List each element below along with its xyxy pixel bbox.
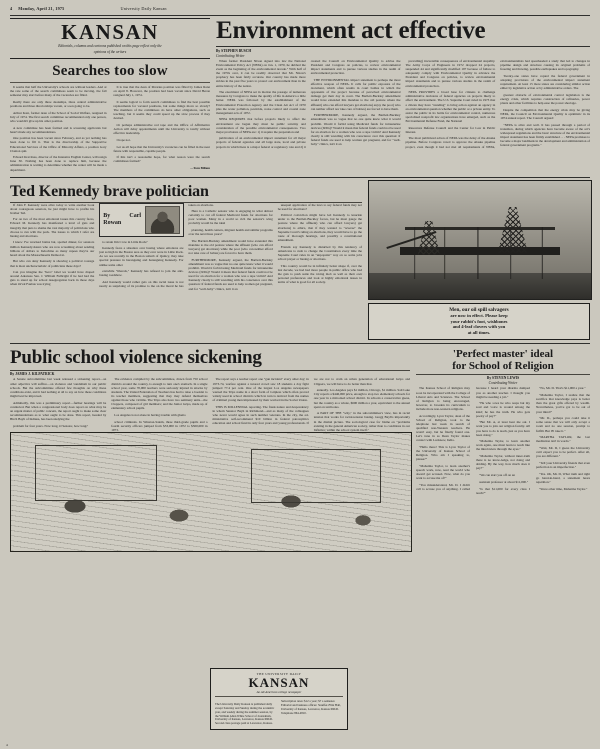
kennedy-headline: Ted Kennedy brave politician: [10, 182, 209, 200]
paragraph: Despite the competition that the energy crisis may be giving NEPA, the Council on Environmental Quality is optimistic in its 1974 annual report. The Council argued:: [500, 107, 590, 120]
paragraph: erstwhile "liberals," Kennedy has refused to join the anti-busing roadshow.: [99, 269, 184, 278]
paragraph: Edward Kravitsas, director of the Intensive English Center, will resign June 30. Nothing has been done to replace him, because the administration is waiting to determine whether the center will be made a department.: [10, 155, 107, 172]
paragraph: The Bartlett-Buckley amendment would have extended this mandate to the old posture where the affluent (who can afford lawyers) get abortions) while the poor (who can neither afford nor take care of babies) are forced to have them.: [188, 238, 273, 256]
paragraph: Admittedly, this was a preliminary report—further hearings will be conducted. But when a congressional body does report on what may be an urgent matter of public concern, the report ought to make some clear recommendations as to what ought to be done. This report, headed by Birch Bayh of Indiana, has been studying the: [10, 400, 107, 421]
paragraph: Can you imagine the "hero" label we would have draped around Arkansas Sen. J. William Fulbright if he had had the guts to stand up for school desegregation back in those days when Orval Faubus was trying: [10, 270, 95, 287]
oil-spill-caption: [368, 303, 590, 341]
paragraph: It seems that half the University's schools are without leaders. And at the rate some of the search committees seem to be moving, the fall semester may start before many of the vacancies are filled.: [10, 85, 107, 98]
paragraph: Los Angeles is not alone in having trouble with ghetto: [114, 412, 186, 417]
paragraph: This country would be in infinitely better shape if, over the last decade, we had had more people in public office who had the guts to push aside the raving mob as well as their own personal preferences and look at highly emotional issues in terms of what is good for all society.: [277, 263, 362, 284]
paragraph: "He who sows he who reaps but my soul and voice is wound among the kind; he has the truth. He who gets poetry of pay?": [476, 401, 530, 418]
paragraph: "You misunderstand, Mr. D. I didn't call to accuse you of anything. I called because I heard your dharma dumped you as another teacher. I thought you might be needing a job.": [416, 386, 530, 491]
paragraph: THIS IS MILLENNIAL reporting. The frank nature and despondency in whom Senator Bayh in Richmond—and as many of the colleagues who never would agree in such number veterans. In the city, the ad-ministrative self-recommend $10 billion in federal patronymics education and school fund in only four years and young professionals. If we are not to cram an urban generation of educational Grips and Clippers, we will have to do better than that.: [212, 377, 410, 425]
violence-article: [10, 346, 410, 551]
masthead-subtitle: An All-American college newspaper: [256, 690, 302, 695]
oil-rig-cartoon-block: [368, 180, 590, 341]
paragraph: The most publicized action of NEPA was the delay of the Alaska pipeline. Before Congress voted to approve the Alaska pipeline project, even though it had not met all requirements of NEPA, environmentalists had spearheaded a study that led to changes in pipeline design and structure causing its original problems of freezing and thawing, possible earthquakes and topography.: [405, 59, 590, 149]
footer-page-number: 4: [6, 743, 8, 747]
header-rule: [10, 15, 590, 16]
paragraph: assistant professor at about $11,000.": [479, 479, 529, 484]
paragraph: For on two of the most emotional issues this country faces, Edward M. Kennedy has manifested a level of guts and integrity that puts to shame the vast majority of politicians who choose to run with the pack. The issues to which I refer are busing and abortions.: [10, 217, 95, 238]
religion-body: [416, 386, 590, 494]
environment-article: [216, 18, 590, 174]
paragraph: Political conviction might have led Kennedy to knuckle under to the Bartlett-Buckley forces, but he must gauge the posture where the affluent) who can afford lawyers) get abortions) is ethics, that if they wanted to "reverse" the Supreme Court's ruling on abortions, they would have to go the route of thorough hearings, and possibly a constitutional amendment.: [277, 213, 362, 242]
paragraph: If this isn't a reasonable hope, for what reason were the search committees formed?: [113, 155, 210, 164]
paragraph: The evidence compiled by the subcommittee, drawn from 750 school districts around the country, is enough to turn one's stomach. In a single school year, some 70,000 teachers were seriously injured in attacks by students. The United Federation of Teachers has had to raise a booklet to its teacher members, suggesting that they may defend themselves against those who victims. The Trips also have two seminary units—the Cloppers, composed of girl members; and the Junior Grips, made up of elementary school pupils.: [111, 377, 208, 411]
violence-byline: By JAMES J. KILPATRICK: [10, 372, 55, 377]
cartoon-panel-left: [35, 445, 157, 501]
caption-line-4: and 4-leaf clovers with you: [452, 324, 506, 330]
columnist-name: By Carl Rowan: [103, 212, 142, 226]
paragraph: FURTHERMORE, Kennedy argued, the Bartlett-Buckley amendment was so vague that no one quite knew what it would prohibit. Would it forbid using Medicaid funds for intrauterine devices (IUDs)? Would it mean that federal funds could not be used for an abortion for a woman who was a rape victim? And Kennedy clearly is still wrestling with his conscience over this question: if federal funds are used to help women get pregnant, and for "well-baby" clinics, isn't it an: [188, 257, 273, 291]
caption-line-2: are now in effect. Please keep: [450, 313, 508, 319]
kennedy-article: [10, 180, 362, 341]
top-band: [10, 18, 590, 174]
paragraph: NEPA REQUIRES that before projects likely to affect the environment are begun they must be public scrutiny and consideration of the possible environmental consequences. Two major provisions of NEPA are: 1) it require the preparation and: [216, 117, 306, 134]
paragraph: school criminals. In Winston-Salem, three third-grade pupils and a fourth security officers jumped from $53,000 in 1972 to $300,000 in 1973.: [111, 419, 208, 432]
colophon-right: Subscription rates: $12 a year; $7 a semester. Editorial and business offices: Stauffer-Flint Hall, University of Kansas, Lawrence, Kansas 66045. Telephone 864-4810.: [281, 699, 341, 715]
masthead-top-line: THE UNIVERSITY DAILY: [256, 672, 302, 677]
paragraph: "No, Mr. D. That's $11,000 a year.": [539, 386, 586, 391]
environment-byline: By STEPHEN BUSCH: [216, 49, 252, 53]
paragraph: The report says a teacher report one "gun incident" every other day; in 1973-74, warfare against a tutored crowd saw 18 students a day fight jumped 77.4 per cent. One of the largest Los Angeles newspapers warned the Trips name in a short form of Gripless which often proved widely used in school districts which in turn is derived from the names of criminal young men imprisoned by their warlord in the Soviet Union.: [212, 377, 309, 402]
paragraph: Or perhaps administrative red tape and the Office of Affirmative Action will delay appointments until the University is totally without effective leadership.: [113, 122, 210, 136]
middle-band: [10, 180, 590, 341]
paragraph: "Tell your University friends that even perfection is an imperfection.": [536, 460, 590, 469]
paragraph: If John F. Kennedy were alive today to write another book about courageous senators, he just might have to profile his brother Ted.: [10, 202, 95, 215]
religion-headline-line-1: 'Perfect master' ideal: [452, 348, 554, 361]
paragraph: problem for four years. Now long, O Senator, how long?: [13, 423, 88, 428]
paragraph: NEPA PROVIDES a broad base for citizens to challenge administrative decisions of federal agencies on projects likely to affect the environment. The U.S. Supreme Court ruled in 1973 that a citizen may have "standing" to bring action against an agency in an environmental question whether the public or a private entity. To assist the public in its battle for environmental control, numerous specialized nonprofit law organizations have emerged, such as the Environmental Defense Fund, the National: [405, 90, 496, 123]
paragraph: Friends say Kennedy is disturbed by this tendency of Americans to rush to change the Constitution every time the Supreme Court rules in an "unpopular" way on so some jobs school prayer or busing or abortions.: [277, 244, 362, 261]
paragraph: unequal application of the laws to say federal funds may not be used for abortions?: [277, 202, 362, 211]
kansan-flag: [10, 18, 210, 59]
paragraph: to retain Jim Crow in Little Rock?: [102, 239, 148, 244]
paragraph: I know I've wracked brains but, spoiled dinner, for senators million Kennedy-haters who are now screaming about sending billions of dollars to Indochina as many rupees they're our heard about the Massachusetts Democrat.: [10, 240, 95, 257]
kansan-flag-word: KANSAN: [61, 20, 159, 44]
paragraph: THE ENVIRONMENTAL impact statement is perhaps the most effective weapon of NEPA. It calls for public exposure of the document, which often results in court battles in which the opponents of the project because of perceived environmental damage get their day in court. The Bartlett-Buckley amendment would have extended this mandate to the old posture where the affluent) who can afford lawyers get abortions) enjoy the poor) who can neither afford nor take care of babies) are forced to have them.: [310, 77, 401, 111]
paragraph: Here is a Catholic senator who is engaging in what almost certainly to cut off federal Medicaid funds for abortions for poor women. Many in a world so rich the senator's wing probably would be the ideal: [188, 209, 273, 226]
paragraph: "Mahatma Taylor, I realize that the sacrifice that knowledge pays is better than the great gifts offered by wealth. Nevertheless, you've got to be out of your mind!": [536, 393, 590, 414]
divider: [215, 696, 343, 697]
divider: [416, 374, 590, 375]
header-date: Monday, April 21, 1975: [18, 6, 65, 11]
paragraph: Accordingly, Lyon Taylor, dean of the School of Religion, took to the telephone last week in search of qualified non-Western teachers. He wasn't easy, but he finally found one. Let's tune in as Dean Taylor makes contact with Lucknow, India.: [416, 413, 470, 443]
oil-rig-illustration: [368, 180, 592, 300]
paragraph: annually. Los Angeles pays $1 million, Chicago, $1 million. Salt Lake City reports a $446,000 price, enough to stop two elementary schools for one year in a mid-sized school district. In schools a conservative guess, but the country as a whole, $600 million a year, equivalent to the annual spent on textbooks.: [313, 388, 410, 409]
paragraph: "Is that $11,000 for every class I teach?": [476, 486, 530, 495]
columnist-card: [99, 203, 183, 237]
paragraph: "Mahatma Taylor, to learn another's speech work, now, read the world who doesn't get accused. Now, what do you want to accuse me of?": [416, 463, 470, 481]
paragraph: "But Mr. A, at least hear me out. I want you to join our religion faculty. All you have to do is teach, just as you have been doing.": [476, 420, 530, 437]
religion-article: [416, 346, 590, 551]
paragraph: "Yes. Oh, Mr. D, What truth and right go hand-in-hand, a statement hears repetition.": [536, 471, 590, 484]
paragraph: "Wait, Mr. D, I guess the University can't expect you to be perfect. After all, you are different.": [536, 445, 590, 459]
environment-body: [216, 59, 590, 149]
paragraph: FURTHERMORE, Kennedy argued, the Bartlett-Buckley amendment was so vague that no one quite knew what it would prohibit. Would it forbid using Medicaid funds for intrauterine devices (IUDs)? Would it mean that federal funds could not be used for an abortion for a woman who was a rape victim? And Kennedy clearly is still wrestling with his conscience over this question: if federal funds are used to help women get pregnant, and for "well-baby" clinics, isn't it an: [310, 113, 401, 146]
paragraph: "NEPA is alive and well. It has passed through a period of transition, during which agencies have become aware of the act's widespread regulations and the basic structure of the environmental impact statement has been firmly established . . . NEPA promises to become a major landmark in the development and administration of federal government programs.": [500, 122, 590, 148]
masthead-colophon: [215, 700, 343, 726]
divider: [10, 82, 210, 83]
caption-line-5: at all times.: [467, 329, 491, 335]
paragraph: prevailing) irreversible consequences of environmental stupidity. The Army Corps of Engineers in 1972 dropped 24 projects, suspended 44 and significantly modified 197 because of failure to adequately comply with Environmental Quality in advance the President and Congress on policies, to review environmental impact statements and to pursue various studies in the realm of environmental protection.: [405, 59, 496, 88]
religion-byline-title: Contributing Writer: [488, 381, 518, 386]
searches-body: [10, 85, 210, 174]
searches-headline: Searches too slow: [52, 63, 168, 79]
environment-byline-title: Contributing Writer: [216, 54, 245, 58]
paragraph: "Mahatma Taylor, to learn another work again, one must learn to teach like the mind rulers through the eyes.": [476, 439, 530, 452]
bottom-band: [10, 346, 590, 551]
masthead-word: KANSAN: [248, 675, 310, 691]
paragraph: It is true that the dean of libraries position was filled by James Ranz on April 8. However, the position had been vacant since David Heron resigned July 1, 1974.: [113, 85, 210, 98]
paragraph: A PART OF THE "why," in the subcommittee's view, lies in racial tension that works for racial-tension busing. Gregg Bayh's importantly in the dismal picture. The sociological case for blame on "problems existing in the general American society, rather than to conditions in our Inflative; within the school system itself.": [313, 411, 410, 432]
divider: [10, 343, 590, 344]
divider: [216, 46, 590, 47]
searches-signature: —Tom Billam: [190, 166, 210, 171]
paragraph: The Kansas School of Religion may soon be incorporated with the College of Liberal Arts and Sciences. The School of Religion is being encouraged, however, to broaden its curriculum to include more non-western religions.: [416, 386, 470, 411]
religion-byline: By STEVEN LEWIS: [486, 376, 520, 381]
paragraph: "Mahatma Taylor, without inner-truth there is no know-ledge, not doing and abiding. By the way, how much does it pay?": [476, 454, 530, 471]
paragraph: "Since other time, Mahatma Taylor.": [539, 486, 588, 491]
paragraph: publication of an environmental impact statement for all major projects of federal agencies and all large state, local and private projects in which there is a major federal or regulatory role and 2) it created the Council on Environmental Quality to advise the President and Congress on policies, to review environmental impact statements and to pursue various studies in the realm of environmental protection.: [216, 59, 401, 149]
paragraph: A Senate subcommittee last week released a sickening report—on other adjective will suffice—on violence and vandalism in our public schools. But the subcommittee offered few thoughts on why these conditions exist, and it had nothing at all to say on how these conditions might best be improved.: [10, 377, 107, 398]
paragraph: Arthur Katz, former dean of the School of Social Welfare, resigned in July of 1974. The first search committee recommended only one person, who wouldn't give up his other position.: [10, 110, 107, 123]
paragraph: Resources Defense Council and the Center for Law in Public Interest.: [405, 125, 496, 134]
caption-line-1: Men, our oil spill salvagers: [449, 306, 509, 313]
paragraph: A new committee has been formed and is screening applicants but hasn't made any recommendations.: [10, 125, 107, 134]
paragraph: But who can deny Kennedy is showing a political courage that is most uncharacteristic of politicians these days?: [10, 259, 95, 268]
paragraph: The enactment of NEPA set in motion the passage of numerous measures by Congress to make the quality of life in America a little better. NEPA was followed by the establishment of the Environmental Protection Agency and the Clean Air Act of 1970 plus the water pollution, pesticide, noise control and coastal zone management acts of 1972.: [216, 90, 306, 115]
paragraph: Let us all hope that the University's vacancies can be filled in the near future with responsible, capable people.: [113, 144, 210, 153]
violence-headline: Public school violence sickening: [10, 347, 262, 369]
paragraph: It seems logical to form search committees to find the best possible replacements for vacated positions, but some things move so slowly? The members of the committees do have other obligations, such as teaching, but it seems they could speed up the slow process if they desired.: [113, 99, 210, 121]
paragraph: "Mr. D., perhaps you could take it some sense that we will only accept a room and no one session, prompt to fulfill. But I'll take it.": [536, 416, 590, 433]
paragraph: When former President Nixon signed into law the National Environmental Policy Act (NEPA) on Jan. 1, 1970, he dubbed the event as the beginning of the environmental decade." With half of the 1970s over, it can be readily observed that Mr. Nixon's prophecy has been fairly accurate. Our country has made more strides in the past five years to protect our environment than in the entire history of the nation.: [216, 59, 306, 88]
paragraph: planning, health centers, migrant health and similar programs over the next three years?: [188, 228, 273, 237]
header-page-number: 4: [10, 6, 13, 11]
page-header: [10, 6, 590, 14]
environment-headline: Environment act effective: [216, 17, 486, 44]
paragraph: I hope not.: [116, 137, 131, 142]
violence-body: [10, 377, 410, 431]
columnist-portrait: [145, 206, 179, 234]
paragraph: Twenty-one states have copied the federal government in adopting provisions of the environmental impact statement requirement. At least 15 more states are considering similar action either by legislative action or by administrative orders. The: [500, 73, 590, 91]
kansan-flag-tagline-1: Editorials, columns and cartoons published on this page reflect only the: [58, 44, 162, 48]
paragraph: greatest obstacle of environmental control legislation is the energy crisis, which requires construction of refineries, power plants and other facilities to help ease the power shortage.: [500, 92, 590, 106]
paragraph: "MARTHA TAYLOR, the last meditation isn't in words.": [536, 435, 590, 444]
caption-line-3: your rabbit's foot, wishbones: [450, 318, 508, 324]
paragraph: Kennedy faces a situation over busing where emotions are just as high in the Boston area as they ever were in Little Rock. As we see recently in the Boston suburb of Quincy, they take special pressure in haranguing and haranguing Kennedy. For unlike some other: [99, 246, 184, 267]
editorial-cartoon: [10, 432, 412, 552]
paragraph: Really there are only three deanships, three central administrative positions and three directorships vacant, or soon going to be.: [10, 99, 107, 108]
divider: [10, 177, 590, 178]
colophon-left: The University Daily Kansan is published daily except Saturday and Sunday during the academic year, and weekly during the summer session, by the William Allen White School of Journalism, University of Kansas, Lawrence, Kansas 66045. Second class postage paid at Lawrence, Kansas.: [215, 702, 275, 726]
kansan-masthead-box: [210, 668, 348, 730]
paragraph: "Hello there! This is Lyon Taylor of the University of Kansas School of Religion. Who am I speaking to, please?": [416, 444, 470, 462]
paragraph: "We can start you off on an: [479, 473, 515, 478]
kansan-flag-tagline-2: opinions of the writers: [93, 50, 127, 54]
paragraph: And Kennedy would rather gets on this racial issue is not nearly as surprising of its promise to me on the moral he has taken on abortions.: [99, 202, 214, 289]
divider: [10, 370, 410, 371]
left-editorial-column: [10, 18, 210, 174]
header-publication: University Daily Kansan: [120, 6, 167, 11]
kennedy-body: [10, 203, 362, 291]
cartoon-panel-right: [251, 449, 381, 503]
paragraph: One position has been vacant since February, and as yet nothing has been done to fill it. That is the directorship of the Supportive Educational Services of the Office of Minority Affairs, a position Gary Clanton quit.: [10, 136, 107, 153]
religion-headline-line-2: for School of Religion: [452, 360, 554, 373]
